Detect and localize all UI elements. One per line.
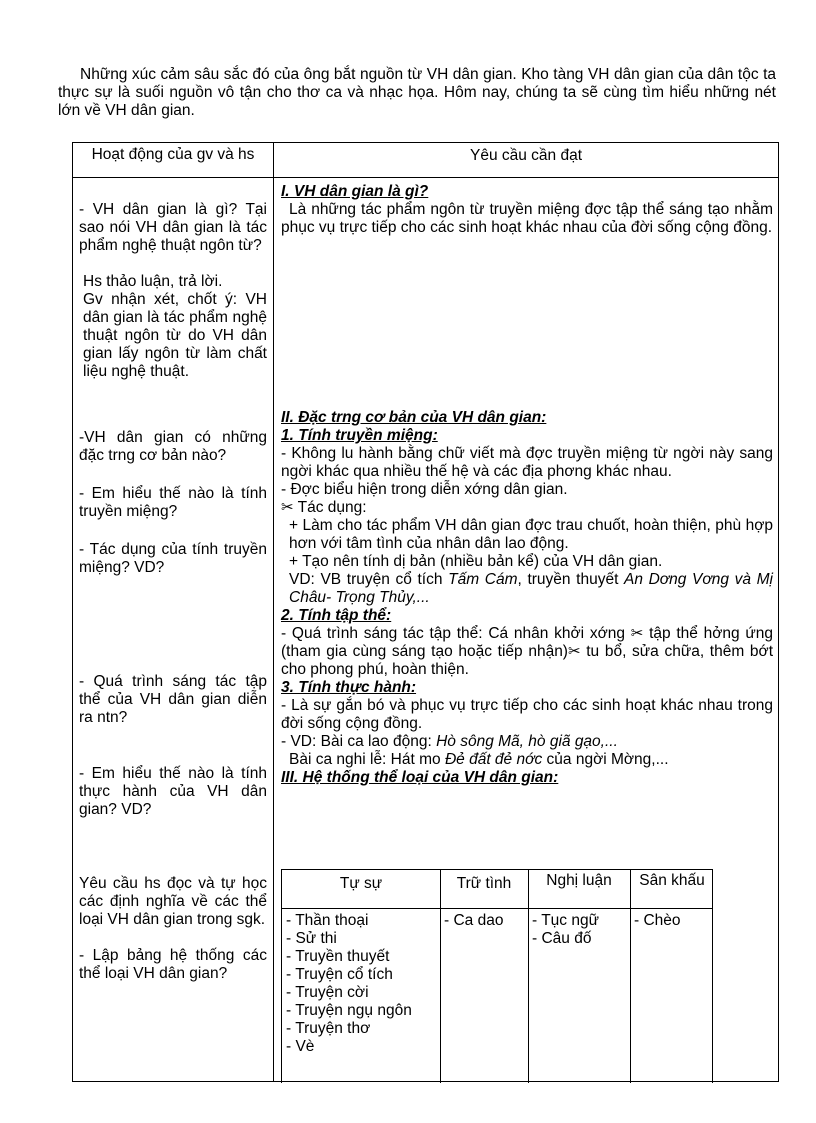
practical-point: - Là sự gắn bó và phục vụ trực tiếp cho các sinh hoạt khác nhau trong đời sống cộng đồng. [281,697,773,732]
question-basic-features: -VH dân gian có những đặc trng cơ bản nào? [79,429,267,464]
students-discuss: Hs thảo luận, trả lời. [83,273,223,290]
list-item: - Truyện cổ tích [286,966,393,983]
oral-example-title-2: An Dơng Vơng và Mị Châu- Trọng Thủy,... [289,571,773,606]
section-1-definition: Là những tác phẩm ngôn từ truyền miệng đợc tập thể sáng tạo nhằm phục vụ trực tiếp cho các sinh hoạt khác nhau của đời sống cộng đồng. [281,201,773,236]
list-item: - Câu đố [532,930,592,947]
practical-example-1 [281,733,773,751]
section-3-title: III. Hệ thống thể loại của VH dân gian: [281,769,559,786]
table-header-row [73,143,778,178]
oral-example-title-1: Tấm Cám [448,571,518,588]
task-read-definitions: Yêu cầu hs đọc và tự học các định nghĩa về các thể loại VH dân gian trong sgk. [79,875,267,928]
ritual-song-origin: của ngời Mờng,... [542,751,669,768]
subsection-practical-title: 3. Tính thực hành: [281,679,417,696]
teacher-conclusion: Gv nhận xét, chốt ý: VH dân gian là tác phẩm nghệ thuật ngôn từ do VH dân gian lấy ngôn từ làm chất liệu nghệ thuật. [83,291,267,380]
collective-text-1: - Quá trình sáng tác tập thể: Cá nhân khởi xớng [281,625,625,642]
task-make-genre-table: - Lập bảng hệ thống các thể loại VH dân gian? [79,947,267,982]
list-item: - Truyện ngụ ngôn [286,1002,412,1019]
genre-argument-list [532,912,626,948]
genre-col-divider [528,870,529,1083]
genre-header-stage: Sân khấu [639,872,705,889]
oral-example [281,571,773,607]
header-requirements: Yêu cầu cần đạt [469,147,583,164]
oral-example-text: VD: VB truyện cổ tích [289,571,449,588]
scissors-icon: ✂ [567,643,581,660]
oral-effect-label: Tác dụng: [297,499,367,516]
intro-paragraph: Những xúc cảm sâu sắc đó của ông bắt nguồn từ VH dân gian. Kho tàng VH dân gian của dân tộc ta thực sự là suối nguồn vô tận cho thơ ca và nhạc họa. Hôm nay, chúng ta sẽ cùng tìm hiểu những nét lớn về VH dân gian. [58,66,776,119]
column-divider [273,143,274,1081]
collective-process [281,625,773,679]
header-activities: Hoạt động của gv và hs [91,146,255,163]
scissors-icon: ✂ [281,499,294,516]
oral-point-b: - Đợc biểu hiện trong diễn xớng dân gian. [281,481,568,498]
subsection-oral-title: 1. Tính truyền miệng: [281,427,438,444]
oral-effect-1: + Làm cho tác phẩm VH dân gian đợc trau chuốt, hoàn thiện, phù hợp hơn với tâm tình của nhân dân lao động. [289,517,773,552]
collective-text-3: tu bổ, sửa chữa, thêm bớt cho phong phú, hoàn thiện. [281,643,774,678]
oral-example-text-2: , truyền thuyết [517,571,625,588]
scissors-icon: ✂ [630,625,644,642]
genre-stage-list [634,912,712,930]
genre-lyric-list [444,912,524,930]
practical-example-label: - VD: Bài ca lao động: [281,733,437,750]
lesson-table [72,142,779,1082]
genre-table [281,869,713,1083]
genre-header-narrative: Tự sự [339,875,383,892]
genre-col-divider [630,870,631,1083]
oral-point-a: - Không lu hành bằng chữ viết mà đợc truyền miệng từ ngời này sang ngời khác qua nhiều thế hệ và các địa phơng khác nhau. [281,445,773,480]
question-oral-effect: - Tác dụng của tính truyền miệng? VD? [79,541,267,576]
question-what-is-folk-lit: - VH dân gian là gì? Tại sao nói VH dân gian là tác phẩm nghệ thuật ngôn từ? [79,201,267,254]
list-item: - Ca dao [444,912,504,929]
list-item: - Truyện thơ [286,1020,371,1037]
question-oral-nature: - Em hiểu thế nào là tính truyền miệng? [79,485,267,520]
ritual-song-label: Bài ca nghi lễ: Hát mo [289,751,445,768]
question-collective-process: - Quá trình sáng tác tập thể của VH dân gian diễn ra ntn? [79,673,267,726]
list-item: - Truyện cời [286,984,369,1001]
list-item: - Tục ngữ [532,912,599,929]
list-item: - Sử thi [286,930,337,947]
oral-effect-2: + Tạo nên tính dị bản (nhiều bản kể) của VH dân gian. [289,553,663,570]
genre-header-lyric: Trữ tình [456,875,512,892]
collective-text-2: tập thể hởng ứng (tham gia cùng sáng tạo hoặc tiếp nhận) [281,625,774,660]
practical-example-songs: Hò sông Mã, hò giã gạo,... [436,733,618,750]
genre-header-argument: Nghị luận [546,872,612,889]
ritual-song-title: Đẻ đất đẻ nớc [444,751,543,768]
list-item: - Thần thoại [286,912,369,929]
section-2-title: II. Đặc trng cơ bản của VH dân gian: [281,409,547,426]
question-practical-nature: - Em hiểu thế nào là tính thực hành của VH dân gian? VD? [79,765,267,818]
genre-header-line [282,908,712,909]
list-item: - Vè [286,1038,315,1055]
practical-example-2 [281,751,773,769]
list-item: - Chèo [634,912,681,929]
genre-narrative-list [286,912,436,1056]
section-1-title: I. VH dân gian là gì? [281,183,429,200]
genre-col-divider [440,870,441,1083]
list-item: - Truyền thuyết [286,948,390,965]
subsection-collective-title: 2. Tính tập thể: [281,607,392,624]
